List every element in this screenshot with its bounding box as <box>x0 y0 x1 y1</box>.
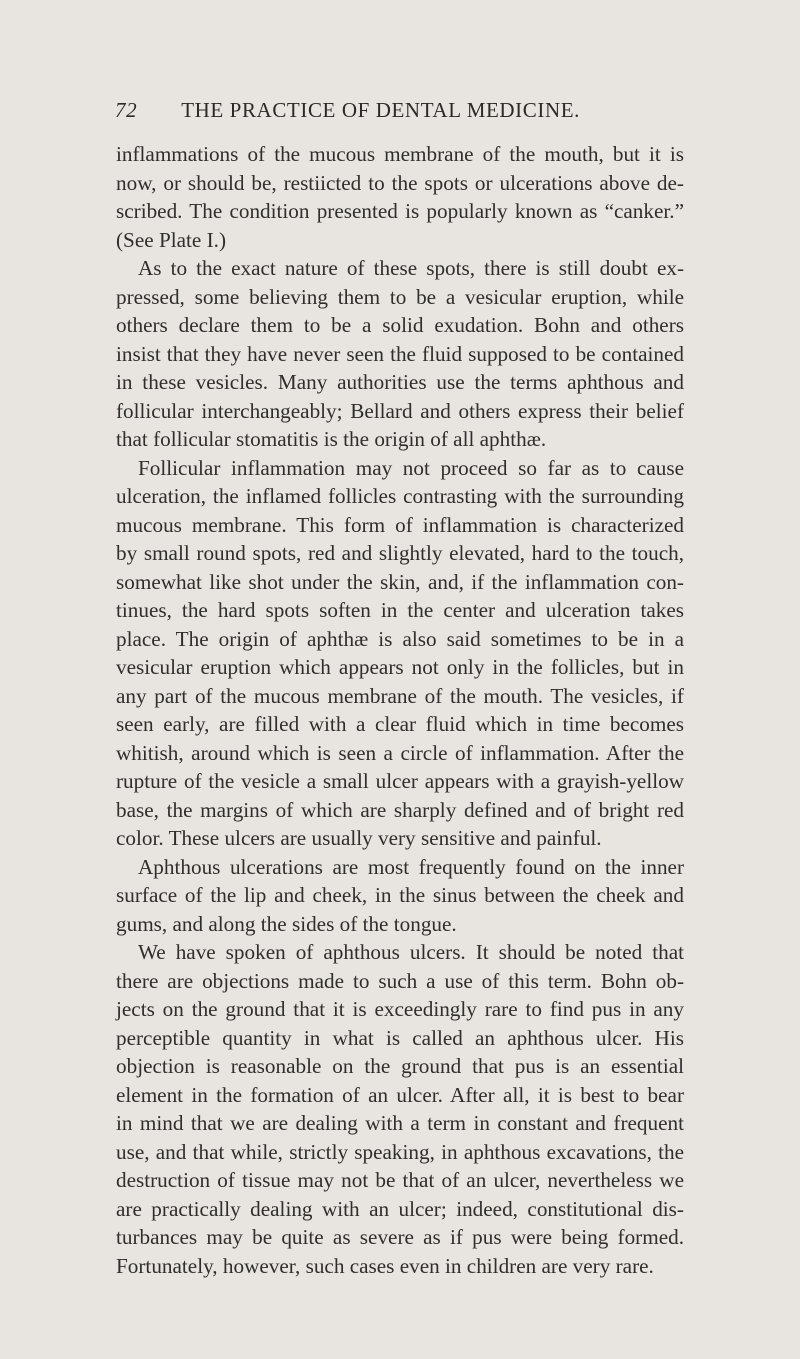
text-line: We have spoken of aphthous ulcers. It should be noted that <box>138 940 684 964</box>
text-line: insist that they have never seen the fluid supposed to be contained <box>116 341 684 366</box>
running-title: THE PRACTICE OF DENTAL MEDICINE. <box>181 98 581 122</box>
paragraph <box>116 853 684 939</box>
text-line: now, or should be, restiicted to the spots or ulcerations above de- <box>116 170 684 195</box>
text-line: use, and that while, strictly speaking, in aphthous excavations, the <box>116 1139 684 1164</box>
text-line: destruction of tissue may not be that of an ulcer, nevertheless we <box>116 1168 684 1192</box>
running-head <box>115 98 675 123</box>
text-line: by small round spots, red and slightly elevated, hard to the touch, <box>116 541 684 565</box>
text-line: are practically dealing with an ulcer; indeed, constitutional dis- <box>116 1196 684 1221</box>
text-line: there are objections made to such a use of this term. Bohn ob- <box>116 968 684 993</box>
text-line: As to the exact nature of these spots, there is still doubt ex- <box>138 256 684 280</box>
text-line: Aphthous ulcerations are most frequently found on the inner <box>138 854 684 879</box>
text-line: mucous membrane. This form of inflammation is characterized <box>116 512 684 537</box>
body-text <box>116 140 684 1280</box>
text-line: element in the formation of an ulcer. After all, it is best to bear <box>116 1082 684 1107</box>
text-line: somewhat like shot under the skin, and, if the inflammation con- <box>116 569 684 594</box>
text-line: seen early, are filled with a clear fluid which in time becomes <box>116 712 684 736</box>
paragraph <box>116 140 684 254</box>
paragraph <box>116 938 684 1280</box>
text-line: color. These ulcers are usually very sensitive and painful. <box>116 826 602 850</box>
paragraph <box>116 254 684 454</box>
text-line: tinues, the hard spots soften in the center and ulceration takes <box>116 598 684 622</box>
text-line: Follicular inflammation may not proceed so far as to cause <box>138 455 684 480</box>
text-line: objection is reasonable on the ground that pus is an essential <box>116 1054 684 1078</box>
text-line: perceptible quantity in what is called an aphthous ulcer. His <box>116 1025 684 1050</box>
text-line: jects on the ground that it is exceedingly rare to find pus in any <box>116 997 684 1021</box>
text-line: vesicular eruption which appears not only in the follicles, but in <box>116 655 684 679</box>
text-line: rupture of the vesicle a small ulcer appears with a grayish-yellow <box>116 769 684 793</box>
text-line: others declare them to be a solid exudation. Bohn and others <box>116 313 684 337</box>
text-line: in these vesicles. Many authorities use the terms aphthous and <box>116 370 684 394</box>
text-line: ulceration, the inflamed follicles contrasting with the surrounding <box>116 484 684 508</box>
text-line: Fortunately, however, such cases even in children are very rare. <box>116 1253 654 1278</box>
text-line: follicular interchangeably; Bellard and others express their belief <box>116 398 684 423</box>
text-line: turbances may be quite as severe as if pus were being formed. <box>116 1225 684 1249</box>
text-line: gums, and along the sides of the tongue. <box>116 911 457 936</box>
paragraph <box>116 454 684 853</box>
text-line: scribed. The condition presented is popularly known as “canker.” <box>116 199 684 223</box>
text-line: inflammations of the mucous membrane of the mouth, but it is <box>116 142 684 166</box>
text-line: base, the margins of which are sharply defined and of bright red <box>116 797 684 822</box>
page-number: 72 <box>115 98 138 122</box>
text-line: surface of the lip and cheek, in the sinus between the cheek and <box>116 883 684 907</box>
text-line: pressed, some believing them to be a vesicular eruption, while <box>116 284 684 309</box>
text-line: in mind that we are dealing with a term in constant and frequent <box>116 1111 684 1135</box>
text-line: that follicular stomatitis is the origin of all aphthæ. <box>116 427 547 451</box>
text-line: whitish, around which is seen a circle of inflammation. After the <box>116 740 684 765</box>
text-line: (See Plate I.) <box>116 227 227 252</box>
text-line: any part of the mucous membrane of the mouth. The vesicles, if <box>116 683 684 708</box>
text-line: place. The origin of aphthæ is also said sometimes to be in a <box>116 626 684 651</box>
